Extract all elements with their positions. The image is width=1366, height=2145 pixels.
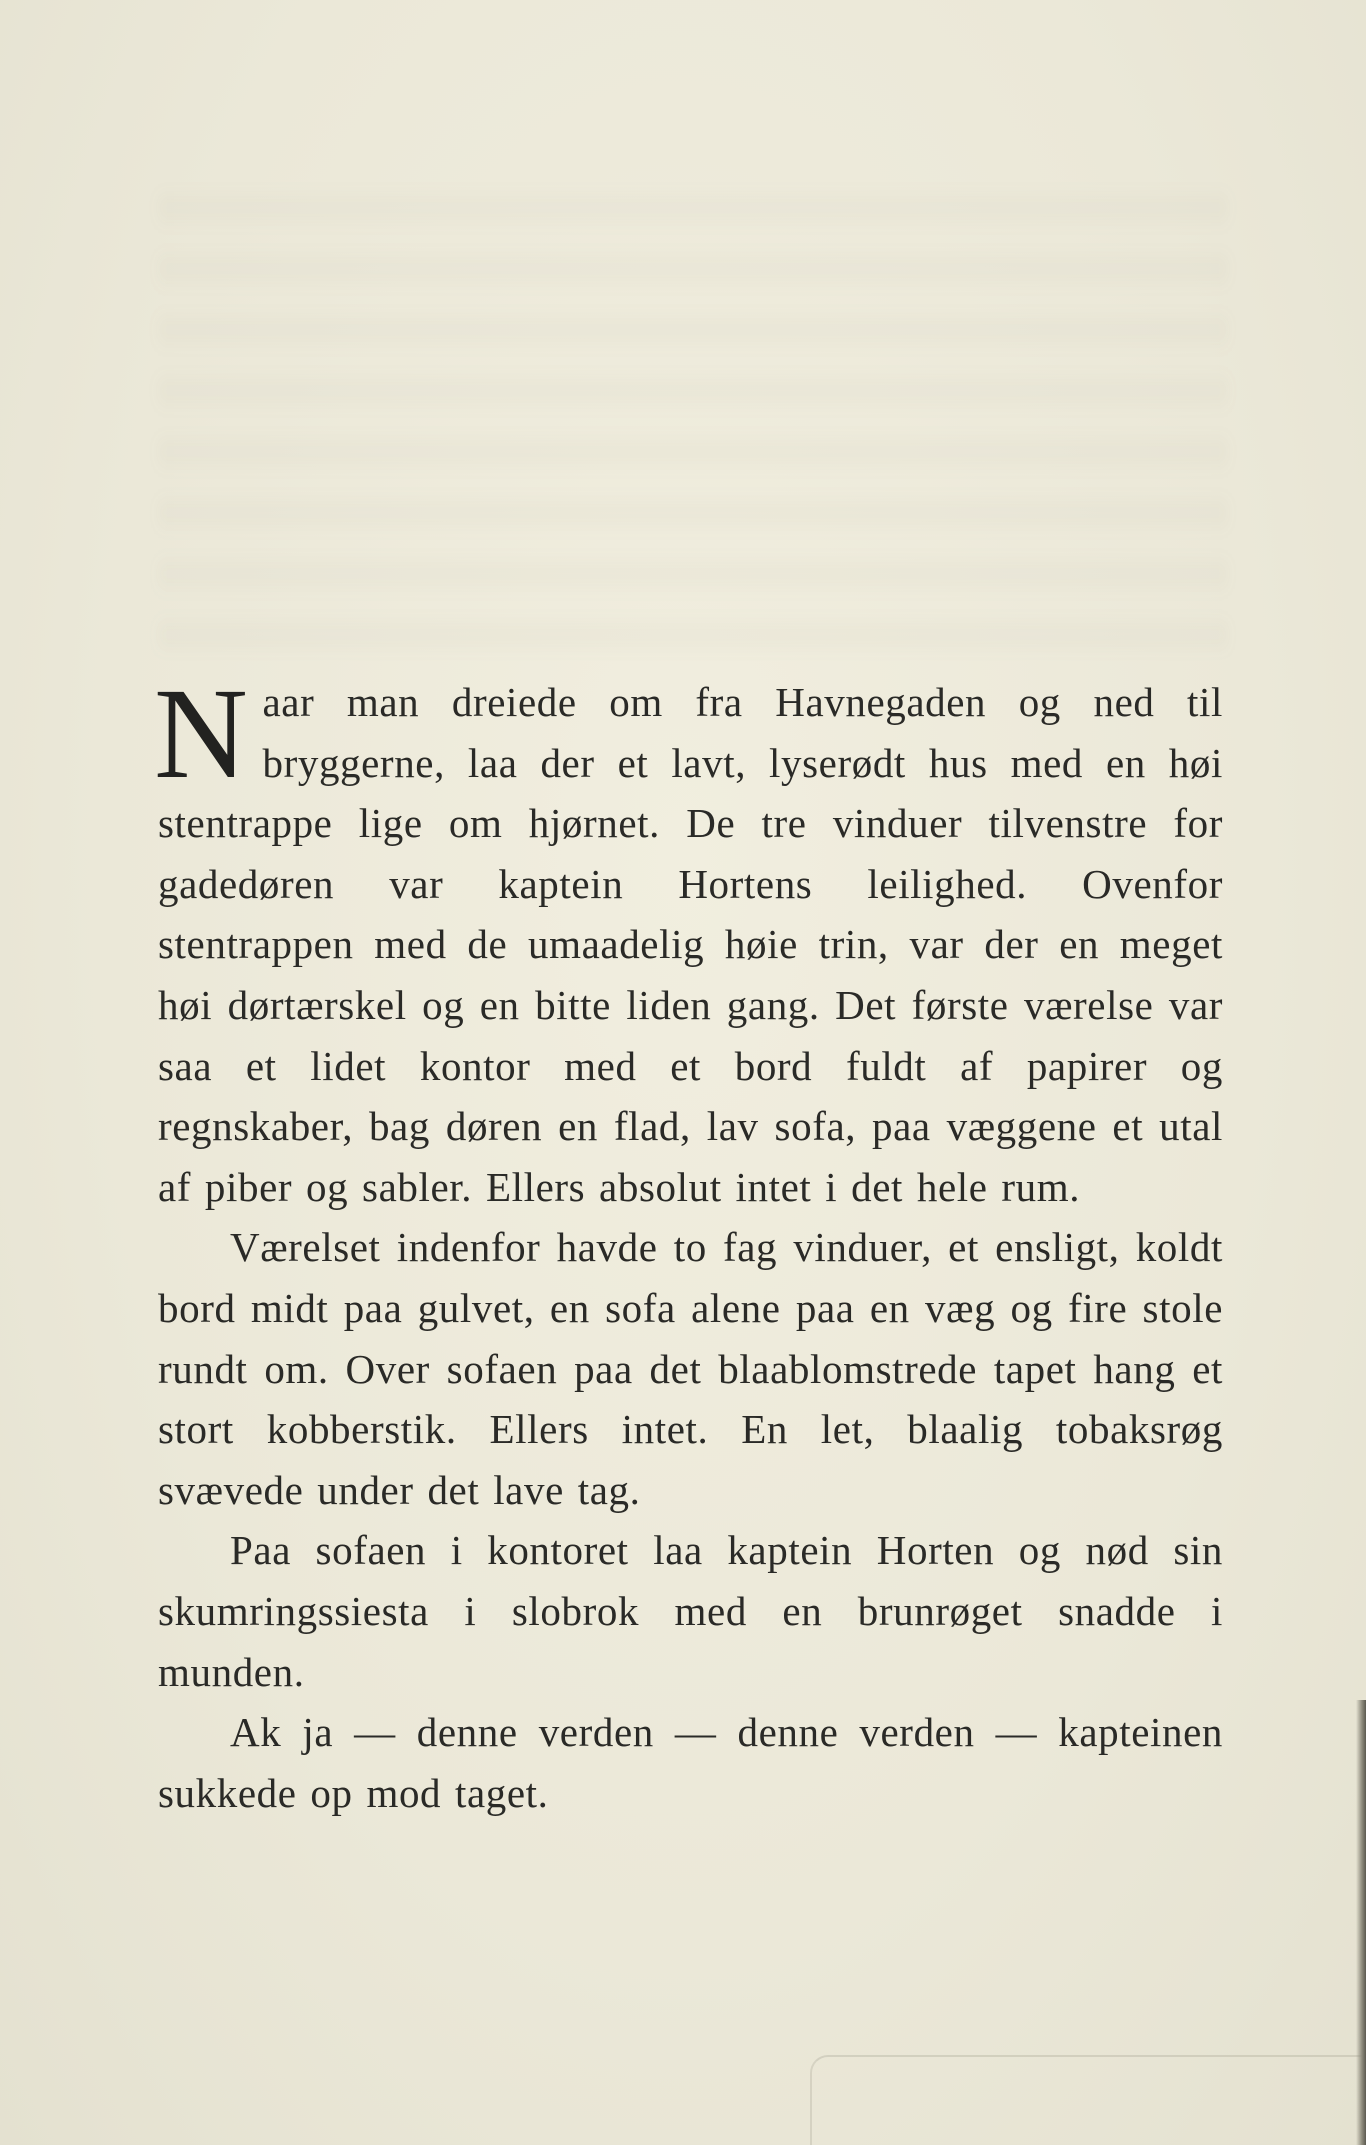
page-crease bbox=[810, 2055, 1366, 2145]
drop-cap: N bbox=[154, 662, 249, 806]
body-text bbox=[154, 662, 1223, 1823]
paragraph-1 bbox=[154, 662, 1223, 1217]
paragraph-4: Ak ja — denne verden — denne verden — kapteinen sukkede op mod taget. bbox=[158, 1709, 1223, 1816]
bleed-through-text bbox=[158, 185, 1228, 655]
paragraph-2: Værelset indenfor havde to fag vinduer, et ensligt, koldt bord midt paa gulvet, en sofa alene paa en væg og fire stole rundt om. Over sofaen paa det blaablomstrede tapet hang et stort kobberstik. Ellers intet. En let, blaalig tobaksrøg svævede under det lave tag. bbox=[158, 1224, 1223, 1513]
paragraph-1-text: aar man dreiede om fra Havnegaden og ned til bryggerne, laa der et lavt, lyserødt hus med en høi stentrappe lige om hjørnet. De tre vinduer tilvenstre for gadedøren var kaptein Hortens leilighed. Ovenfor stentrappen med de umaadelig høie trin, var der en meget høi dørtærskel og en bitte liden gang. Det første værelse var saa et lidet kontor med et bord fuldt af papirer og regnskaber, bag døren en flad, lav sofa, paa væggene et utal af piber og sabler. Ellers absolut intet i det hele rum. bbox=[158, 679, 1223, 1210]
page-edge-shadow bbox=[1356, 1700, 1366, 2145]
paragraph-3: Paa sofaen i kontoret laa kaptein Horten og nød sin skumringssiesta i slobrok med en brunrøget snadde i munden. bbox=[158, 1527, 1223, 1695]
